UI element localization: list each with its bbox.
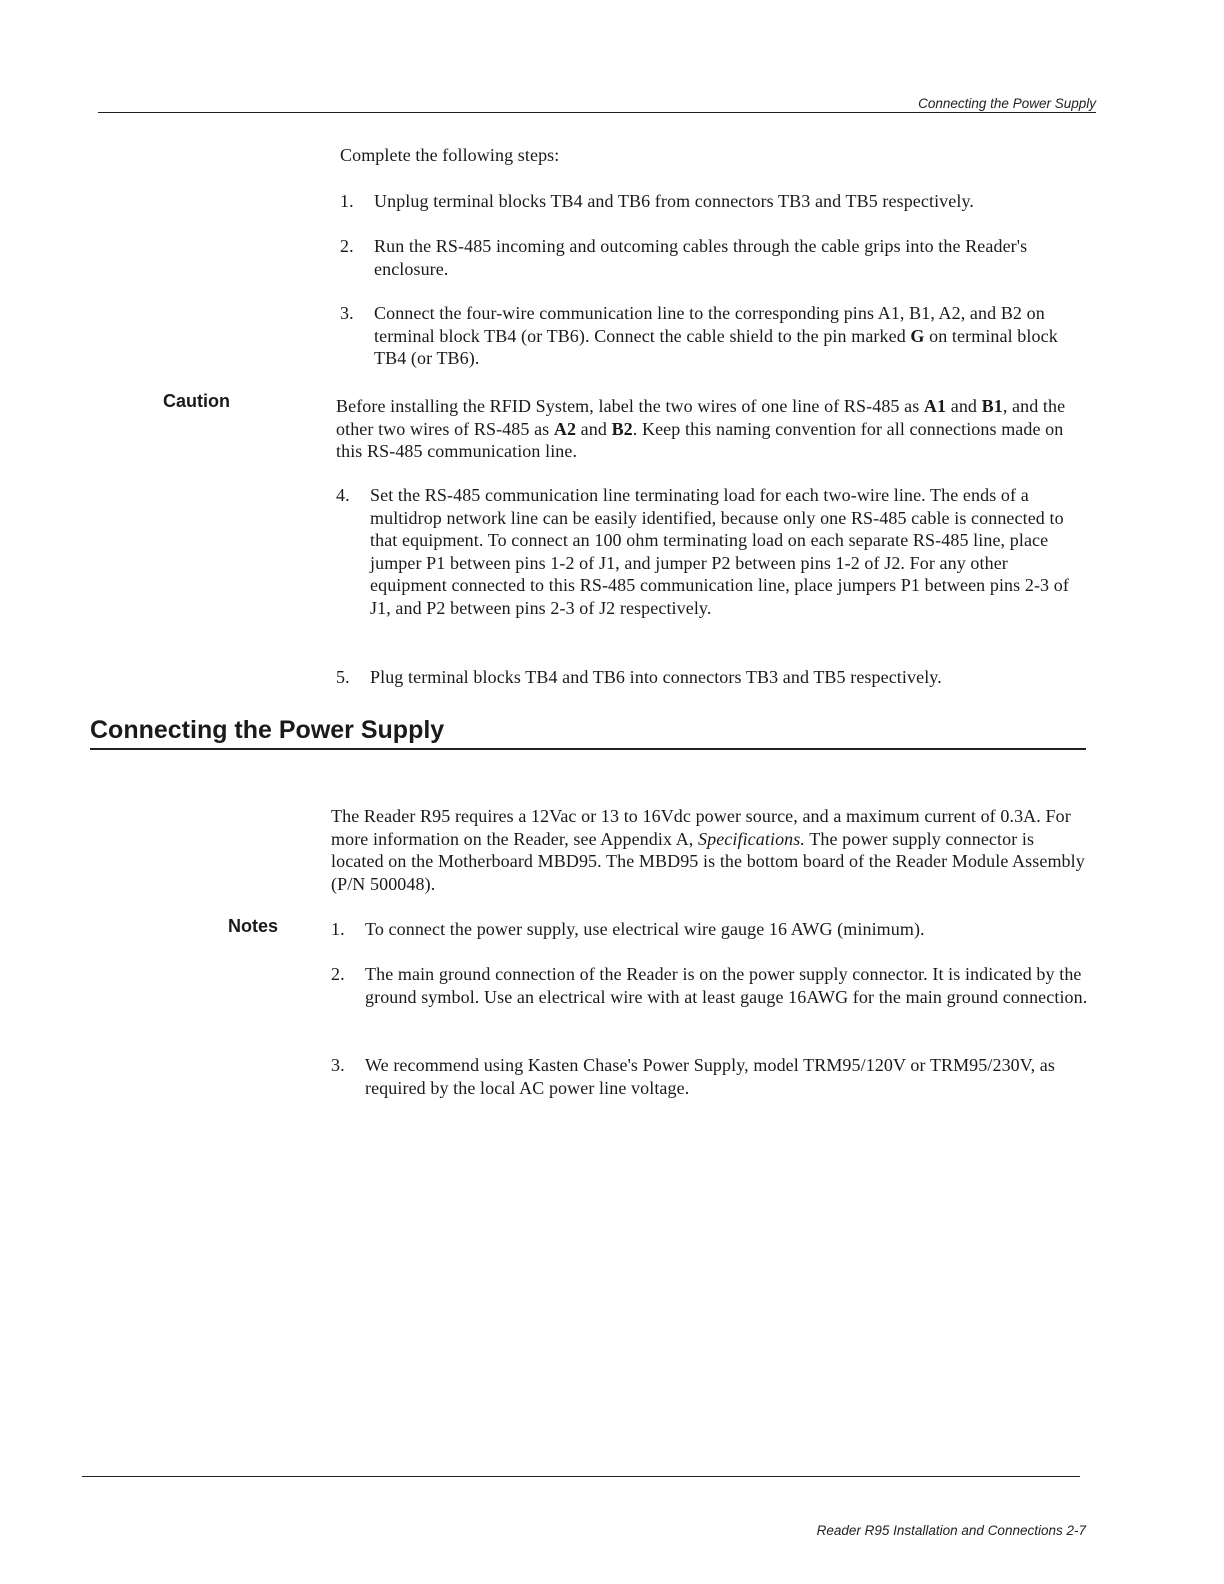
footer-text: Reader R95 Installation and Connections 2-7 xyxy=(816,1523,1086,1538)
list-item-text: Run the RS-485 incoming and outcoming cables through the cable grips into the Reader's enclosure. xyxy=(374,236,1028,279)
list-item xyxy=(340,235,1088,280)
running-header: Connecting the Power Supply xyxy=(918,96,1096,111)
list-item xyxy=(331,963,1088,1008)
list-item-number: 2. xyxy=(340,236,354,256)
list-item-text: Connect the four-wire communication line to the corresponding pins A1, B1, A2, and B2 on terminal block TB4 (or TB6). Connect the cable shield to the pin marked G on terminal block TB4 (or TB6). xyxy=(374,303,1058,368)
list-item-text: Plug terminal blocks TB4 and TB6 into connectors TB3 and TB5 respectively. xyxy=(370,667,942,687)
list-item-text: The main ground connection of the Reader is on the power supply connector. It is indicated by the ground symbol. Use an electrical wire with at least gauge 16AWG for the main ground connection. xyxy=(365,964,1088,1007)
list-item-text: We recommend using Kasten Chase's Power Supply, model TRM95/120V or TRM95/230V, as required by the local AC power line voltage. xyxy=(365,1055,1055,1098)
bold-term: A2 xyxy=(553,418,577,439)
list-item xyxy=(340,302,1088,370)
list-item-number: 5. xyxy=(336,667,350,687)
list-item-number: 1. xyxy=(331,919,345,939)
list-item-number: 2. xyxy=(331,964,345,984)
list-item xyxy=(336,666,1088,689)
bold-term: A1 xyxy=(923,396,947,416)
list-item-number: 4. xyxy=(336,485,350,505)
notes-label: Notes xyxy=(228,916,279,936)
list-item-number: 3. xyxy=(331,1055,345,1075)
list-item-text: Unplug terminal blocks TB4 and TB6 from connectors TB3 and TB5 respectively. xyxy=(374,191,974,211)
section-heading: Connecting the Power Supply xyxy=(90,716,445,744)
italic-reference: Specifications. xyxy=(698,828,805,849)
list-item-text: Set the RS-485 communication line terminating load for each two-wire line. The ends of a multidrop network line can be easily identified, because only one RS-485 cable is connected to that equipment. To connect an 100 ohm terminating load on each separate RS-485 line, place jumper P1 between pins 1-2 of J1, and jumper P2 between pins 1-2 of J2. For any other equipment connected to this RS-485 communication line, place jumpers P1 between pins 2-3 of J1, and P2 between pins 2-3 of J2 respectively. xyxy=(370,485,1069,618)
list-item-number: 3. xyxy=(340,303,354,323)
list-item xyxy=(340,190,1088,213)
list-item xyxy=(331,1054,1088,1099)
intro-text: Complete the following steps: xyxy=(340,145,560,165)
list-item xyxy=(331,918,1088,941)
list-item xyxy=(336,484,1088,619)
header-rule xyxy=(98,112,1096,113)
caution-text: Before installing the RFID System, label the two wires of one line of RS-485 as A1 and B1, and the other two wires of RS-485 as A2 and B2. Keep this naming convention for all connections made on this RS-485 communication line. xyxy=(336,396,1066,461)
list-item-text: To connect the power supply, use electrical wire gauge 16 AWG (minimum). xyxy=(365,919,925,939)
bold-term: B1 xyxy=(981,396,1003,416)
section-paragraph: The Reader R95 requires a 12Vac or 13 to 16Vdc power source, and a maximum current of 0.3A. For more information on the Reader, see Appendix A, Specifications. The power supply connector is located on the Motherboard MBD95. The MBD95 is the bottom board of the Reader Module Assembly (P/N 500048). xyxy=(331,806,1085,894)
bold-term: B2 xyxy=(611,418,633,439)
bold-term: G xyxy=(910,325,925,346)
section-rule xyxy=(90,748,1086,750)
footer-rule xyxy=(82,1476,1080,1477)
list-item-number: 1. xyxy=(340,191,354,211)
caution-label: Caution xyxy=(163,391,230,411)
